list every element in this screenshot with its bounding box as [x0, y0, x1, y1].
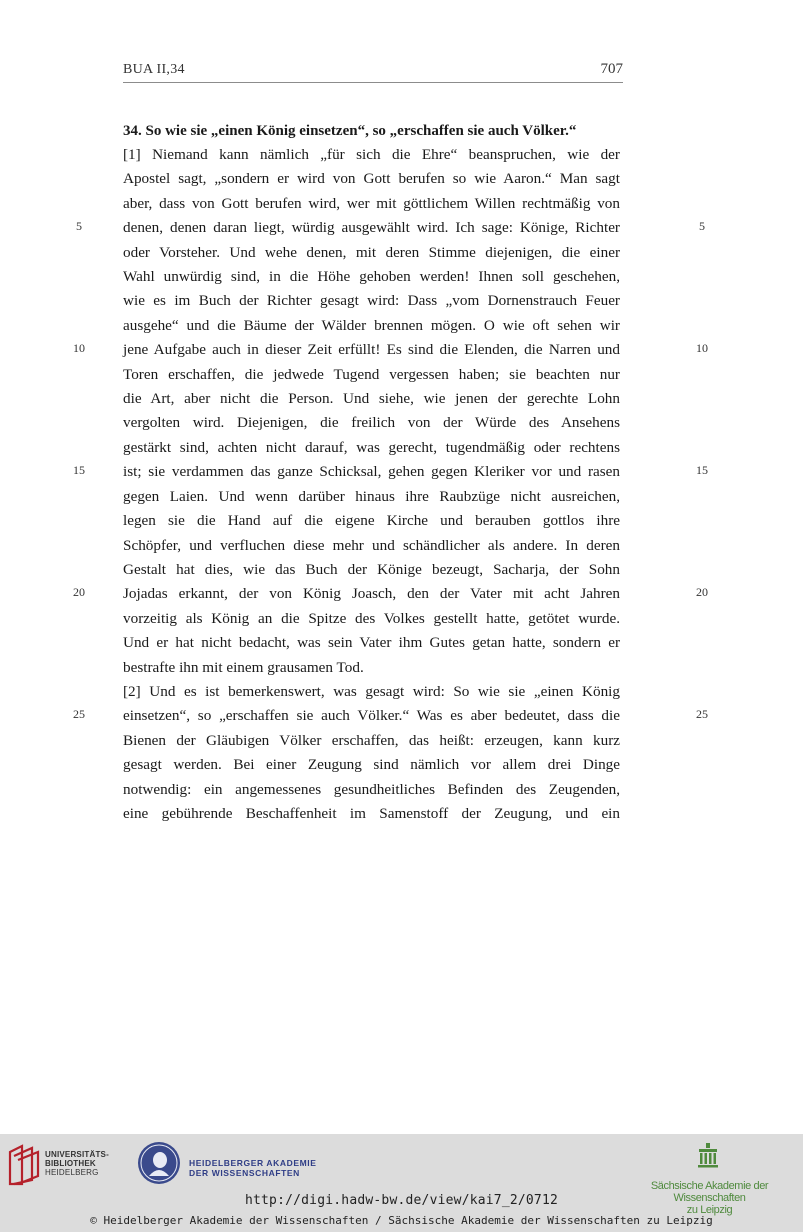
academy-seal-icon	[138, 1142, 180, 1184]
text-line: gegen Laien. Und wenn darüber hinaus ihre Raubzüge nicht ausreichen,	[123, 487, 620, 505]
text-line: einsetzen“, so „erschaffen sie auch Völker.“ Was es aber bedeutet, dass die	[123, 707, 620, 725]
copyright-notice: © Heidelberger Akademie der Wissenschaften / Sächsische Akademie der Wissenschaften zu Leipzig	[90, 1214, 713, 1227]
ub-logo-line: HEIDELBERG	[45, 1168, 99, 1177]
line-number-left: 20	[73, 585, 85, 599]
text-line: wie es im Buch der Richter gesagt wird: Dass „vom Dornenstrauch Feuer	[123, 292, 620, 310]
text-line: vorzeitig als König an die Spitze des Volkes gestellt hatte, getötet wurde.	[123, 609, 620, 627]
text-line: Jojadas erkannt, der von König Joasch, den der Vater mit acht Jahren	[123, 585, 620, 603]
line-number-left: 10	[73, 341, 85, 355]
page-number: 707	[600, 61, 623, 77]
text-line: notwendig: ein angemessenes gesundheitliches Befinden des Zeugenden,	[123, 780, 620, 798]
line-number-left: 25	[73, 707, 85, 721]
line-number-right: 20	[696, 585, 708, 599]
line-number-right: 15	[696, 463, 708, 477]
text-line: ist; sie verdammen das ganze Schicksal, gehen gegen Kleriker vor und rasen	[123, 463, 620, 481]
hd-logo-line: HEIDELBERGER AKADEMIE	[189, 1158, 317, 1168]
text-line: die Art, aber nicht die Person. Und siehe, wie jenen der gerechte Lohn	[123, 390, 620, 408]
text-line: oder Vorsteher. Und wehe denen, mit deren Stimme diejenigen, die einer	[123, 243, 620, 261]
text-line: Und er hat nicht bedacht, was sein Vater ihm Gutes getan hatte, sondern er	[123, 634, 620, 652]
university-library-icon	[8, 1144, 40, 1186]
text-line: Apostel sagt, „sondern er wird von Gott berufen so wie Aaron.“ Man sagt	[123, 170, 620, 188]
section-title: 34. So wie sie „einen König einsetzen“, so „erschaffen sie auch Völker.“	[123, 123, 577, 139]
text-line: gestärkt sind, achten nicht darauf, was gerecht, tugendmäßig oder rechtens	[123, 438, 620, 456]
footer-band	[0, 1134, 803, 1232]
text-line: [2] Und es ist bemerkenswert, was gesagt wird: So wie sie „einen König	[123, 682, 620, 700]
text-line: eine gebührende Beschaffenheit im Samenstoff der Zeugung, und ein	[123, 804, 620, 822]
saxon-academy-building-icon	[697, 1142, 719, 1168]
body-text	[123, 143, 620, 826]
text-line: Wahl unwürdig sind, in die Höhe gehoben werden! Ihnen soll geschehen,	[123, 268, 620, 286]
ub-logo-line: UNIVERSITÄTS-	[45, 1150, 109, 1159]
sa-logo-line: zu Leipzig	[686, 1204, 733, 1216]
line-number-right: 5	[699, 219, 705, 233]
line-number-right: 10	[696, 341, 708, 355]
running-head: BUA II,34	[123, 62, 185, 77]
text-line: ausgehe“ und die Bäume der Wälder brennen mögen. O wie oft sehen wir	[123, 316, 620, 334]
text-line: Toren erschaffen, die jedwede Tugend vergessen haben; sie beachten nur	[123, 365, 620, 383]
source-url-link[interactable]: http://digi.hadw-bw.de/view/kai7_2/0712	[244, 1193, 559, 1208]
text-line: aber, dass von Gott berufen wird, wer mit göttlichem Willen rechtmäßig von	[123, 194, 620, 212]
university-library-logo[interactable]	[8, 1144, 128, 1188]
text-line: vergolten wird. Diejenigen, die freilich von der Würde des Ansehens	[123, 414, 620, 432]
text-line: Gestalt hat dies, wie das Buch der Könige bezeugt, Sacharja, der Sohn	[123, 560, 620, 578]
text-line: [1] Niemand kann nämlich „für sich die Ehre“ beanspruchen, wie der	[123, 146, 620, 163]
line-number-right: 25	[696, 707, 708, 721]
hd-logo-line: DER WISSENSCHAFTEN	[189, 1168, 300, 1178]
heidelberg-academy-logo[interactable]	[138, 1142, 338, 1190]
line-number-left: 5	[76, 219, 82, 233]
text-line: legen sie die Hand auf die eigene Kirche und berauben gottlos ihre	[123, 512, 620, 530]
text-line: bestrafte ihn mit einem grausamen Tod.	[123, 658, 364, 676]
text-line: gesagt werden. Bei einer Zeugung sind nämlich vor allem drei Dinge	[123, 756, 620, 774]
ub-logo-line: BIBLIOTHEK	[45, 1159, 96, 1168]
sa-logo-line: Sächsische Akademie der Wissenschaften	[650, 1180, 769, 1204]
text-line: jene Aufgabe auch in dieser Zeit erfüllt! Es sind die Elenden, die Narren und	[123, 341, 620, 359]
text-line: Bienen der Gläubigen Völker erschaffen, das heißt: erzeugen, kann kurz	[123, 731, 620, 749]
text-line: Schöpfer, und verfluchen diese mehr und schändlicher als andere. In deren	[123, 536, 620, 554]
text-line: denen, denen daran liegt, würdig ausgewählt wird. Ich sage: Könige, Richter	[123, 219, 620, 237]
page-header	[123, 60, 623, 83]
line-number-left: 15	[73, 463, 85, 477]
